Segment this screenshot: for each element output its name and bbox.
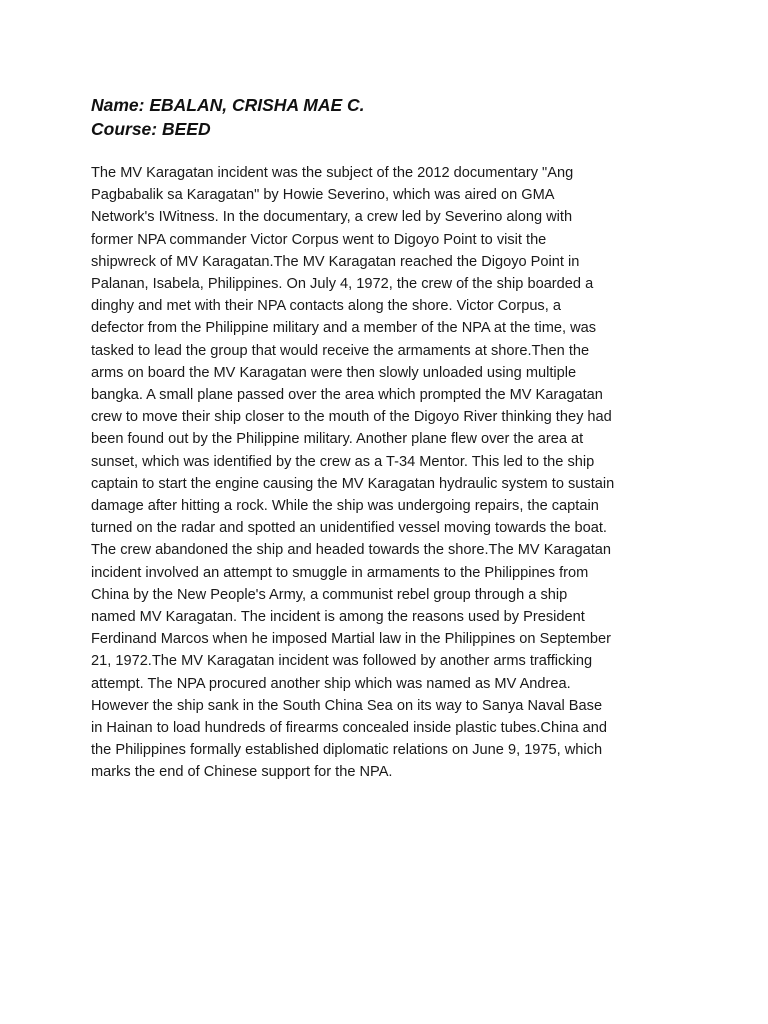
essay-line: captain to start the engine causing the MV Karagatan hydraulic system to sustain [91, 475, 615, 492]
essay-line: named MV Karagatan. The incident is among the reasons used by President [91, 609, 585, 626]
essay-line: dinghy and met with their NPA contacts along the shore. Victor Corpus, a [91, 298, 561, 315]
essay-line: arms on board the MV Karagatan were then slowly unloaded using multiple [91, 364, 577, 381]
essay-line: damage after hitting a rock. While the ship was undergoing repairs, the captain [91, 498, 599, 515]
essay-line: 21, 1972.The MV Karagatan incident was followed by another arms trafficking [91, 653, 593, 670]
essay-line: crew to move their ship closer to the mouth of the Digoyo River thinking they had [91, 409, 612, 426]
essay-line: The crew abandoned the ship and headed towards the shore.The MV Karagatan [91, 542, 612, 559]
essay-line: sunset, which was identified by the crew as a T-34 Mentor. This led to the ship [91, 453, 595, 470]
essay-line: the Philippines formally established diplomatic relations on June 9, 1975, which [91, 742, 603, 759]
essay-line: attempt. The NPA procured another ship which was named as MV Andrea. [91, 675, 571, 692]
essay-line: been found out by the Philippine military. Another plane flew over the area at [91, 431, 584, 448]
essay-line: Network's IWitness. In the documentary, a crew led by Severino along with [91, 209, 573, 226]
essay-line: The MV Karagatan incident was the subject of the 2012 documentary "Ang [91, 165, 574, 181]
essay-line: defector from the Philippine military and a member of the NPA at the time, was [91, 320, 597, 337]
document-header [91, 93, 691, 141]
essay-line: Pagbabalik sa Karagatan" by Howie Severino, which was aired on GMA [91, 187, 555, 204]
essay-line: shipwreck of MV Karagatan.The MV Karagatan reached the Digoyo Point in [91, 253, 580, 270]
essay-line: Ferdinand Marcos when he imposed Martial law in the Philippines on September [91, 631, 611, 648]
essay-line: turned on the radar and spotted an unidentified vessel moving towards the boat. [91, 520, 607, 537]
essay-line: former NPA commander Victor Corpus went to Digoyo Point to visit the [91, 231, 547, 248]
essay-line: in Hainan to load hundreds of firearms concealed inside plastic tubes.China and [91, 720, 607, 737]
essay-line: tasked to lead the group that would receive the armaments at shore.Then the [91, 342, 590, 359]
student-course: Course: BEED [91, 119, 211, 139]
essay-line: However the ship sank in the South China Sea on its way to Sanya Naval Base [91, 697, 603, 714]
essay-line: incident involved an attempt to smuggle in armaments to the Philippines from [91, 564, 589, 581]
essay-line: China by the New People's Army, a communist rebel group through a ship [91, 586, 568, 603]
essay-line: marks the end of Chinese support for the NPA. [91, 764, 393, 781]
essay-line: bangka. A small plane passed over the area which prompted the MV Karagatan [91, 387, 603, 404]
essay-line: Palanan, Isabela, Philippines. On July 4, 1972, the crew of the ship boarded a [91, 276, 594, 293]
student-name: Name: EBALAN, CRISHA MAE C. [91, 95, 365, 115]
essay-body [91, 162, 691, 784]
